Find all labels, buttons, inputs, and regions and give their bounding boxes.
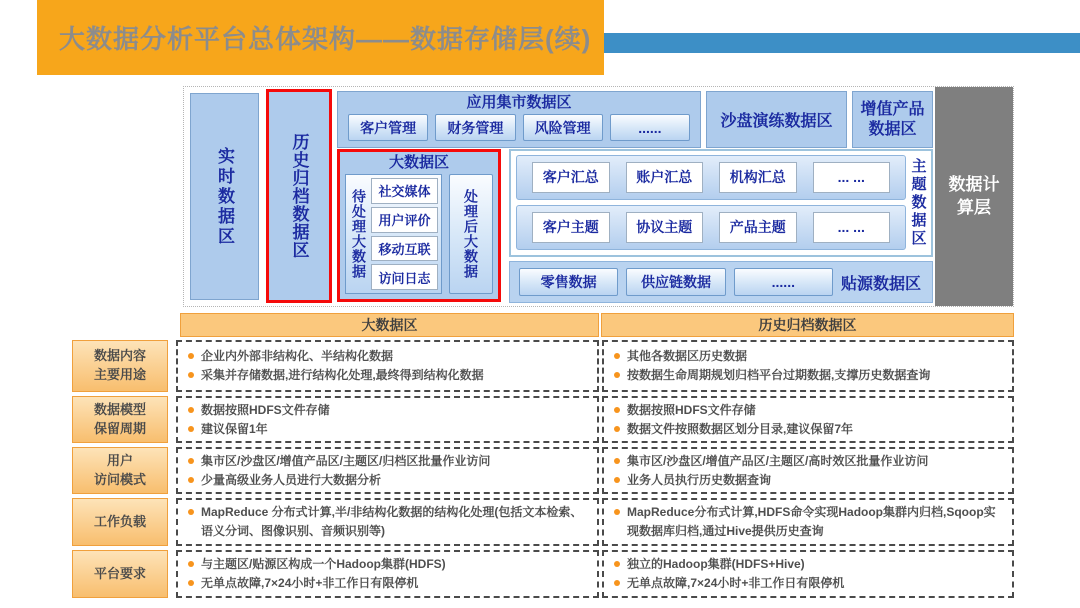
row-label-line: 保留周期 bbox=[93, 420, 146, 436]
bullet-item: 与主题区/贴源区构成一个Hadoop集群(HDFS) bbox=[186, 555, 589, 574]
bullet-item: 建议保留1年 bbox=[186, 420, 589, 439]
bullet-item: 企业内外部非结构化、半结构化数据 bbox=[186, 347, 589, 366]
big-data-title: 大数据区 bbox=[388, 154, 449, 171]
table-cell bbox=[176, 340, 599, 392]
table-cell bbox=[176, 447, 599, 494]
source-paste-zone-title: 贴源数据区 bbox=[840, 275, 921, 293]
zone-value-added-product: 增值产品数据区 bbox=[852, 91, 933, 148]
bullet-item: 集市区/沙盘区/增值产品区/主题区/归档区批量作业访问 bbox=[186, 452, 589, 471]
theme-item-ellipsis: ... ... bbox=[813, 212, 891, 243]
source-item: 零售数据 bbox=[519, 268, 618, 296]
theme-item: 产品主题 bbox=[719, 212, 797, 243]
table-cell bbox=[602, 447, 1014, 494]
column-header-bigdata: 大数据区 bbox=[180, 313, 599, 337]
theme-summary-row bbox=[516, 155, 906, 200]
bullet-item: 数据按照HDFS文件存储 bbox=[612, 401, 1004, 420]
row-label-line: 工作负载 bbox=[93, 513, 146, 529]
source-item-ellipsis: ...... bbox=[734, 268, 833, 296]
table-cell bbox=[176, 396, 599, 443]
zone-theme-data bbox=[509, 149, 933, 257]
pending-big-data-label: 待处理大数据 bbox=[351, 189, 367, 279]
bullet-item: 数据按照HDFS文件存储 bbox=[186, 401, 589, 420]
row-label-line: 平台要求 bbox=[93, 565, 146, 581]
zone-big-data bbox=[337, 149, 501, 302]
row-label-user-access bbox=[72, 447, 168, 494]
zone-app-mart bbox=[337, 91, 701, 148]
app-mart-title: 应用集市数据区 bbox=[466, 94, 572, 111]
app-mart-item: 财务管理 bbox=[435, 114, 515, 141]
app-mart-item: 风险管理 bbox=[523, 114, 603, 141]
theme-item: 机构汇总 bbox=[719, 162, 797, 193]
bullet-item: 其他各数据区历史数据 bbox=[612, 347, 1004, 366]
bullet-item: 按数据生命周期规划归档平台过期数据,支撑历史数据查询 bbox=[612, 366, 1004, 385]
row-label-line: 访问模式 bbox=[93, 471, 146, 487]
column-header-history: 历史归档数据区 bbox=[601, 313, 1014, 337]
zone-realtime-data: 实时数据区 bbox=[190, 93, 259, 300]
slide-title: 大数据分析平台总体架构——数据存储层(续) bbox=[59, 24, 592, 54]
bullet-item: 集市区/沙盘区/增值产品区/主题区/高时效区批量作业访问 bbox=[612, 452, 1004, 471]
theme-item: 客户汇总 bbox=[532, 162, 610, 193]
theme-item: 协议主题 bbox=[626, 212, 704, 243]
bullet-item: 无单点故障,7×24小时+非工作日有限停机 bbox=[612, 574, 1004, 593]
bullet-item: MapReduce分布式计算,HDFS命令实现Hadoop集群内归档,Sqoop实现数据库归档,通过Hive提供历史查询 bbox=[612, 503, 1004, 540]
app-mart-item: 客户管理 bbox=[348, 114, 428, 141]
row-label-line: 主要用途 bbox=[93, 367, 146, 382]
bullet-item: 少量高级业务人员进行大数据分析 bbox=[186, 471, 589, 490]
app-mart-item-ellipsis: ...... bbox=[610, 114, 690, 141]
zone-source-paste bbox=[509, 261, 933, 303]
bullet-item: MapReduce 分布式计算,半/非结构化数据的结构化处理(包括文本检索、语义分词、图像识别、音频识别等) bbox=[186, 503, 589, 540]
table-cell bbox=[602, 498, 1014, 546]
theme-item: 客户主题 bbox=[532, 212, 610, 243]
zone-history-archive: 历史归档数据区 bbox=[266, 89, 332, 303]
architecture-diagram bbox=[183, 86, 1014, 307]
pending-big-data-group bbox=[345, 174, 442, 294]
row-label-platform-req bbox=[72, 550, 168, 598]
theme-item: 账户汇总 bbox=[626, 162, 704, 193]
processed-big-data-label: 处理后大数据 bbox=[449, 174, 493, 294]
row-label-model-retention bbox=[72, 396, 168, 443]
bullet-item: 采集并存储数据,进行结构化处理,最终得到结构化数据 bbox=[186, 366, 589, 385]
bullet-item: 独立的Hadoop集群(HDFS+Hive) bbox=[612, 555, 1004, 574]
table-cell bbox=[176, 550, 599, 598]
bullet-item: 无单点故障,7×24小时+非工作日有限停机 bbox=[186, 574, 589, 593]
app-mart-items bbox=[338, 113, 700, 141]
big-data-source: 移动互联 bbox=[371, 236, 438, 262]
title-banner bbox=[37, 0, 604, 75]
theme-item-ellipsis: ... ... bbox=[813, 162, 891, 193]
big-data-source-stack bbox=[371, 178, 438, 290]
theme-subject-row bbox=[516, 205, 906, 250]
big-data-source: 访问日志 bbox=[371, 264, 438, 290]
theme-data-zone-title: 主题数据区 bbox=[909, 158, 927, 248]
table-cell bbox=[602, 340, 1014, 392]
big-data-body bbox=[340, 173, 498, 294]
row-label-line: 数据模型 bbox=[93, 401, 146, 417]
table-cell bbox=[602, 550, 1014, 598]
accent-bar bbox=[604, 33, 1080, 53]
source-item: 供应链数据 bbox=[626, 268, 725, 296]
big-data-source: 社交媒体 bbox=[371, 178, 438, 204]
zone-sandbox-drill: 沙盘演练数据区 bbox=[706, 91, 847, 148]
comparison-table bbox=[70, 312, 1014, 604]
row-label-workload bbox=[72, 498, 168, 546]
row-label-line: 用户 bbox=[106, 452, 133, 468]
bullet-item: 数据文件按照数据区划分目录,建议保留7年 bbox=[612, 420, 1004, 439]
big-data-source: 用户评价 bbox=[371, 207, 438, 233]
table-cell bbox=[176, 498, 599, 546]
bullet-item: 业务人员执行历史数据查询 bbox=[612, 471, 1004, 490]
row-label-content-usage bbox=[72, 340, 168, 392]
table-cell bbox=[602, 396, 1014, 443]
row-label-line: 数据内容 bbox=[93, 348, 146, 364]
zone-data-compute-layer: 数据计算层 bbox=[935, 87, 1013, 306]
